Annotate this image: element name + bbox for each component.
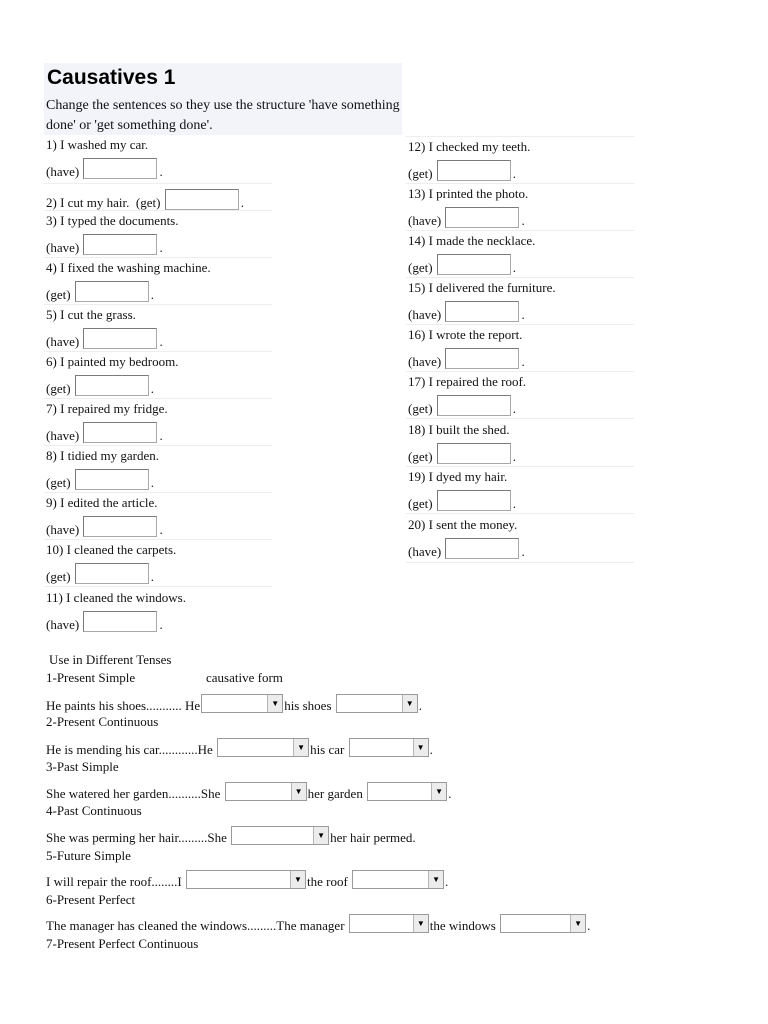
tense-5-participle-select[interactable] — [352, 870, 444, 889]
question-3: 3) I typed the documents. — [46, 213, 179, 228]
divider — [44, 351, 272, 352]
question-18: 18) I built the shed. — [408, 422, 510, 437]
divider — [44, 304, 272, 305]
answer-row-19: (get) . — [408, 490, 516, 512]
divider — [406, 371, 634, 372]
answer-input-6[interactable] — [75, 375, 149, 396]
question-7: 7) I repaired my fridge. — [46, 401, 168, 416]
question-16: 16) I wrote the report. — [408, 327, 523, 342]
answer-input-14[interactable] — [437, 254, 511, 275]
divider — [44, 586, 272, 587]
answer-row-16: (have) . — [408, 348, 525, 370]
chevron-down-icon: ▼ — [313, 827, 328, 844]
answer-input-4[interactable] — [75, 281, 149, 302]
instructions: Change the sentences so they use the structure 'have something done' or 'get something done'. — [46, 98, 400, 133]
answer-row-2: 2) I cut my hair. (get) . — [46, 189, 244, 211]
question-15: 15) I delivered the furniture. — [408, 280, 556, 295]
question-4: 4) I fixed the washing machine. — [46, 260, 211, 275]
tense-3-label: 3-Past Simple — [46, 759, 119, 774]
question-13: 13) I printed the photo. — [408, 186, 529, 201]
answer-row-18: (get) . — [408, 443, 516, 465]
answer-row-14: (get) . — [408, 254, 516, 276]
answer-input-15[interactable] — [445, 301, 519, 322]
answer-row-17: (get) . — [408, 395, 516, 417]
tense-5-verb-select[interactable] — [186, 870, 306, 889]
divider — [406, 466, 634, 467]
chevron-down-icon: ▼ — [428, 871, 443, 888]
divider — [406, 513, 634, 514]
divider — [406, 324, 634, 325]
divider — [44, 539, 272, 540]
chevron-down-icon: ▼ — [431, 783, 446, 800]
question-9: 9) I edited the article. — [46, 495, 158, 510]
tense-4-verb-select[interactable] — [231, 826, 329, 845]
tense-1-verb-select[interactable] — [201, 694, 283, 713]
question-1: 1) I washed my car. — [46, 137, 149, 152]
chevron-down-icon: ▼ — [413, 739, 428, 756]
question-14: 14) I made the necklace. — [408, 233, 536, 248]
answer-input-16[interactable] — [445, 348, 519, 369]
answer-input-1[interactable] — [83, 158, 157, 179]
answer-row-7: (have) . — [46, 422, 163, 444]
question-11: 11) I cleaned the windows. — [46, 590, 186, 605]
answer-row-13: (have) . — [408, 207, 525, 229]
tense-1-label: 1-Present Simple — [46, 670, 136, 685]
answer-input-2[interactable] — [165, 189, 239, 210]
question-12: 12) I checked my teeth. — [408, 139, 531, 154]
tense-5-label: 5-Future Simple — [46, 848, 131, 863]
answer-input-5[interactable] — [83, 328, 157, 349]
page-title: Causatives 1 — [47, 66, 176, 89]
question-10: 10) I cleaned the carpets. — [46, 542, 177, 557]
answer-row-8: (get) . — [46, 469, 154, 491]
answer-row-12: (get) . — [408, 160, 516, 182]
divider — [406, 277, 634, 278]
tense-2-row: He is mending his car............He ▼ his car ▼ . — [46, 738, 433, 758]
divider — [406, 230, 634, 231]
tense-2-participle-select[interactable] — [349, 738, 429, 757]
tense-6-row: The manager has cleaned the windows.........The manager ▼ the windows ▼ . — [46, 914, 590, 934]
answer-row-11: (have) . — [46, 611, 163, 633]
tense-6-label: 6-Present Perfect — [46, 892, 136, 907]
chevron-down-icon: ▼ — [267, 695, 282, 712]
answer-input-9[interactable] — [83, 516, 157, 537]
divider — [44, 492, 272, 493]
tense-1-row: He paints his shoes........... He ▼ his shoes ▼ . — [46, 694, 422, 714]
answer-input-13[interactable] — [445, 207, 519, 228]
answer-input-7[interactable] — [83, 422, 157, 443]
tense-6-participle-select[interactable] — [500, 914, 586, 933]
answer-input-19[interactable] — [437, 490, 511, 511]
divider — [44, 257, 272, 258]
answer-input-18[interactable] — [437, 443, 511, 464]
tense-3-row: She watered her garden..........She ▼ her garden ▼ . — [46, 782, 451, 802]
divider — [44, 183, 272, 184]
question-17: 17) I repaired the roof. — [408, 374, 527, 389]
chevron-down-icon: ▼ — [290, 871, 305, 888]
tense-3-verb-select[interactable] — [225, 782, 307, 801]
answer-row-6: (get) . — [46, 375, 154, 397]
tense-7-label: 7-Present Perfect Continuous — [46, 936, 199, 951]
question-20: 20) I sent the money. — [408, 517, 518, 532]
answer-row-5: (have) . — [46, 328, 163, 350]
answer-input-12[interactable] — [437, 160, 511, 181]
answer-input-17[interactable] — [437, 395, 511, 416]
answer-row-3: (have) . — [46, 234, 163, 256]
question-5: 5) I cut the grass. — [46, 307, 136, 322]
chevron-down-icon: ▼ — [413, 915, 428, 932]
answer-input-11[interactable] — [83, 611, 157, 632]
answer-input-8[interactable] — [75, 469, 149, 490]
divider — [44, 398, 272, 399]
question-8: 8) I tidied my garden. — [46, 448, 159, 463]
tense-6-verb-select[interactable] — [349, 914, 429, 933]
answer-row-20: (have) . — [408, 538, 525, 560]
answer-input-10[interactable] — [75, 563, 149, 584]
tense-2-label: 2-Present Continuous — [46, 714, 159, 729]
chevron-down-icon: ▼ — [570, 915, 585, 932]
tense-2-verb-select[interactable] — [217, 738, 309, 757]
tense-3-participle-select[interactable] — [367, 782, 447, 801]
tense-4-label: 4-Past Continuous — [46, 803, 142, 818]
answer-row-4: (get) . — [46, 281, 154, 303]
divider — [406, 183, 634, 184]
answer-row-9: (have) . — [46, 516, 163, 538]
divider — [44, 445, 272, 446]
divider — [406, 136, 634, 137]
answer-row-10: (get) . — [46, 563, 154, 585]
answer-row-15: (have) . — [408, 301, 525, 323]
divider — [406, 562, 634, 563]
question-6: 6) I painted my bedroom. — [46, 354, 179, 369]
tense-1-participle-select[interactable] — [336, 694, 418, 713]
chevron-down-icon: ▼ — [293, 739, 308, 756]
tenses-heading: Use in Different Tenses — [49, 652, 172, 667]
question-19: 19) I dyed my hair. — [408, 469, 508, 484]
divider — [44, 210, 272, 211]
chevron-down-icon: ▼ — [402, 695, 417, 712]
answer-row-1: (have) . — [46, 158, 163, 180]
answer-input-3[interactable] — [83, 234, 157, 255]
chevron-down-icon: ▼ — [291, 783, 306, 800]
causative-form-label: causative form — [206, 670, 283, 685]
answer-input-20[interactable] — [445, 538, 519, 559]
tense-5-row: I will repair the roof........I ▼ the roof ▼ . — [46, 870, 448, 890]
divider — [406, 418, 634, 419]
tense-4-row: She was perming her hair.........She ▼ her hair permed. — [46, 826, 416, 846]
